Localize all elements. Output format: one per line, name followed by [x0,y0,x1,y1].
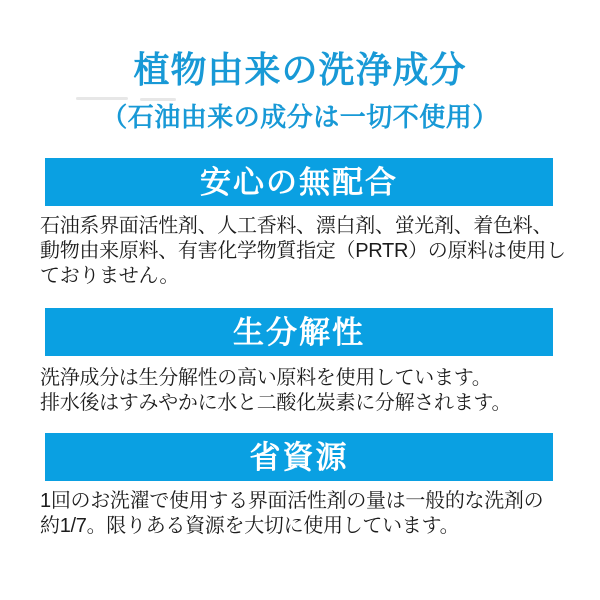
section-heading: 生分解性 [233,314,365,350]
section-banner-biodegradability [45,308,553,356]
body-line: 排水後はすみやかに水と二酸化炭素に分解されます。 [40,392,512,414]
section-heading: 安心の無配合 [200,164,398,200]
page-title: 植物由来の洗浄成分 [133,49,467,90]
ghost-artifact [140,98,176,101]
section-body-biodegradability [40,366,565,416]
section-body-no-additives [40,214,565,289]
body-line: 1回のお洗濯で使用する界面活性剤の量は一般的な洗剤の [40,490,544,512]
section-heading: 省資源 [249,439,349,475]
section-body-resource-saving [40,489,565,539]
body-line: 石油系界面活性剤、人工香料、漂白剤、蛍光剤、着色料、 [40,215,553,237]
body-line: 洗浄成分は生分解性の高い原料を使用しています。 [40,367,492,389]
body-line: 約1/7。限りある資源を大切に使用しています。 [40,515,460,537]
body-line: 動物由来原料、有害化学物質指定（PRTR）の原料は使用し [40,240,566,262]
page-subtitle: （石油由来の成分は一切不使用） [101,102,499,132]
body-line: ておりません。 [40,265,180,287]
section-banner-no-additives [45,158,553,206]
section-banner-resource-saving [45,433,553,481]
ghost-artifact [76,97,128,100]
